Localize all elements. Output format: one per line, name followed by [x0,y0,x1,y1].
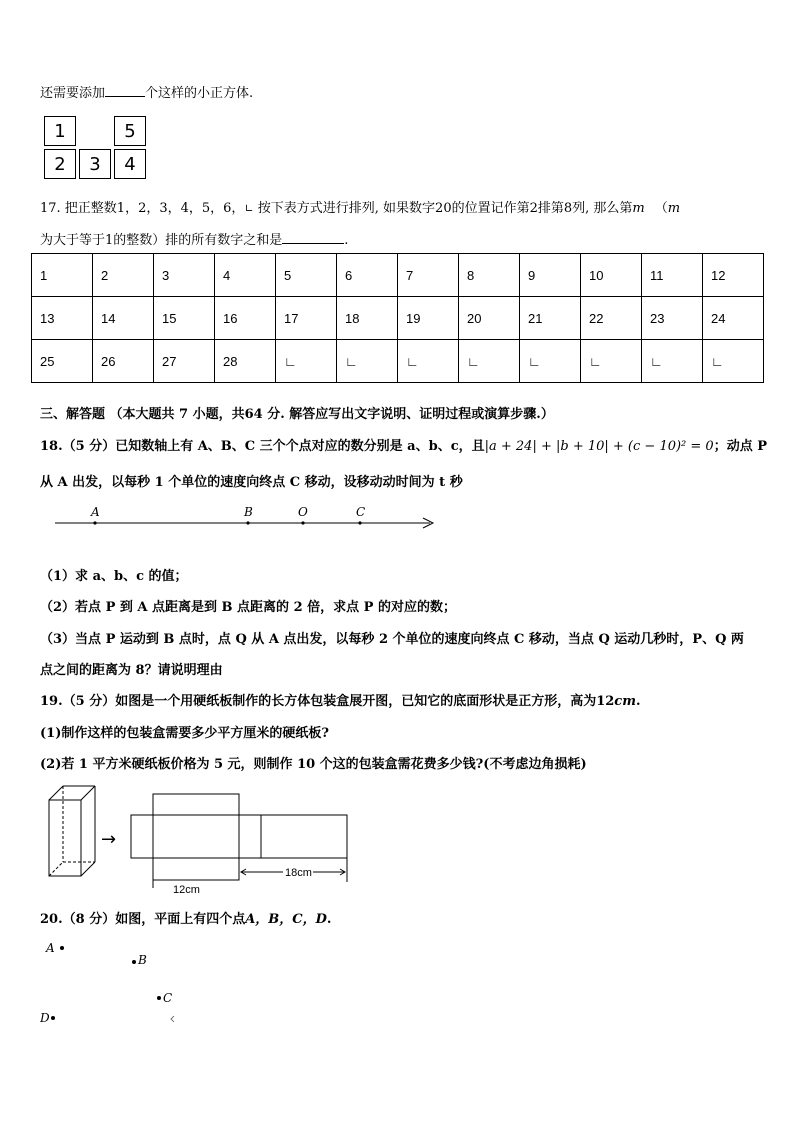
dim-12cm: 12cm [173,884,200,896]
q17-mark: ∟ [244,202,254,215]
table-row [32,254,764,297]
q17-line1 [40,197,680,216]
point-label-c: C [163,991,173,1005]
table-cell: 12 [703,254,764,297]
table-cell: ∟ [276,340,337,383]
q17-text-a: 17. 把正整数1，2，3，4，5，6， [40,201,245,216]
q18-sub3a: （3）当点 P 运动到 B 点时，点 Q 从 A 点出发，以每秒 2 个单位的速度向终点 C 移动，当点 Q 运动几秒时，P、Q 两 [40,632,744,647]
q19-height-unit: cm [614,694,636,709]
q18-line2: 从 A 出发，以每秒 1 个单位的速度向终点 C 移动，设移动动时间为 t 秒 [40,475,463,490]
q17-text-b: 按下表方式进行排列, 如果数字20的位置记作第2排第8列, 那么第 [257,201,633,216]
table-cell: 7 [398,254,459,297]
q20-intro [40,908,331,927]
q16-text-before: 还需要添加 [40,86,106,101]
q19-intro [40,690,641,709]
table-cell: 21 [520,297,581,340]
box-net-figure [45,784,355,896]
table-cell: 27 [154,340,215,383]
table-cell: 8 [459,254,520,297]
axis-label-b: B [244,505,253,519]
square-2: 2 [44,149,76,179]
square-3: 3 [79,149,111,179]
table-cell: ∟ [703,340,764,383]
axis-label-a: A [91,505,100,519]
point-d-mark [51,1016,55,1020]
table-cell: 2 [93,254,154,297]
point-b-dot [246,521,249,524]
table-cell: ∟ [337,340,398,383]
q17-text-c: 为大于等于1的整数）排的所有数字之和是 [40,233,283,248]
q17-paren: （ [654,201,668,216]
axis-label-o: O [298,505,308,519]
table-cell: 1 [32,254,93,297]
table-cell: 25 [32,340,93,383]
table-cell: 20 [459,297,520,340]
q17-answer-blank[interactable] [282,230,344,244]
axis-label-c: C [356,505,366,519]
table-cell: ∟ [398,340,459,383]
q18-line1 [40,435,767,454]
q18-sub3b: 点之间的距离为 8？请说明理由 [40,663,223,678]
point-label-d: D [40,1011,50,1025]
table-cell: 14 [93,297,154,340]
table-cell: 28 [215,340,276,383]
point-o-dot [301,521,304,524]
q20-points-text: A，B，C，D [245,912,327,927]
table-cell: 22 [581,297,642,340]
point-b-mark [132,960,136,964]
table-cell: 5 [276,254,337,297]
q16-answer-blank[interactable] [105,83,145,97]
table-cell: 10 [581,254,642,297]
point-c-dot [358,521,361,524]
table-cell: 24 [703,297,764,340]
q18-sub1: （1）求 a、b、c 的值； [40,569,188,584]
table-cell: ∟ [642,340,703,383]
arrow-icon: → [101,829,117,850]
cuboid-drawing [49,786,95,876]
q18-formula: |a + 24| + |b + 10| + (c − 10)² = 0 [484,439,714,454]
table-cell: 19 [398,297,459,340]
table-cell: ∟ [459,340,520,383]
table-cell: 16 [215,297,276,340]
arrangement-table [31,253,764,383]
q16-tail [40,82,253,101]
point-label-a: A [46,941,55,955]
table-cell: 26 [93,340,154,383]
table-cell: 18 [337,297,398,340]
q19-height-num: 12 [596,694,615,709]
q19-sub2: (2)若 1 平方米硬纸板价格为 5 元，则制作 10 个这的包装盒需花费多少钱?(不考虑边角损耗) [40,757,587,772]
dim-18cm: 18cm [285,867,312,879]
square-4: 4 [114,149,146,179]
table-cell: 13 [32,297,93,340]
q17-m: m [632,201,645,216]
q17-line2 [40,229,348,248]
q20-intro-text: 20.（8 分）如图，平面上有四个点 [40,912,246,927]
number-line-figure [55,502,440,532]
table-cell: 4 [215,254,276,297]
point-a-mark [60,946,64,950]
q17-m2: m [667,201,681,216]
q19-intro-text: 19.（5 分）如图是一个用硬纸板制作的长方体包装盒展开图，已知它的底面形状是正方形，高为 [40,694,597,709]
q20-intro-end: . [326,912,332,927]
table-cell: ∟ [520,340,581,383]
table-cell: 11 [642,254,703,297]
point-a-dot [93,521,96,524]
table-cell: 23 [642,297,703,340]
point-label-b: B [138,953,147,967]
square-1: 1 [44,116,76,146]
q18-intro-end: ；动点 P [713,439,768,454]
table-row [32,297,764,340]
q17-text-d: . [344,233,349,248]
q18-sub2: （2）若点 P 到 A 点距离是到 B 点距离的 2 倍，求点 P 的对应的数； [40,600,456,615]
table-cell: 15 [154,297,215,340]
table-cell: 6 [337,254,398,297]
q18-intro: 18.（5 分）已知数轴上有 A、B、C 三个个点对应的数分别是 a、b、c，且 [40,439,485,454]
four-points-figure [40,938,190,1030]
section-3-header: 三、解答题 （本大题共 7 小题，共64 分. 解答应写出文字说明、证明过程或演算步骤.） [40,407,554,422]
q19-intro-end: . [635,694,641,709]
table-cell: 3 [154,254,215,297]
table-cell: 9 [520,254,581,297]
q19-sub1: (1)制作这样的包装盒需要多少平方厘米的硬纸板? [40,726,329,741]
stray-mark [171,1016,174,1022]
net-drawing [131,794,347,888]
table-cell: ∟ [581,340,642,383]
q16-text-after: 个这样的小正方体. [145,86,254,101]
table-cell: 17 [276,297,337,340]
square-5: 5 [114,116,146,146]
table-row [32,340,764,383]
point-c-mark [157,996,161,1000]
